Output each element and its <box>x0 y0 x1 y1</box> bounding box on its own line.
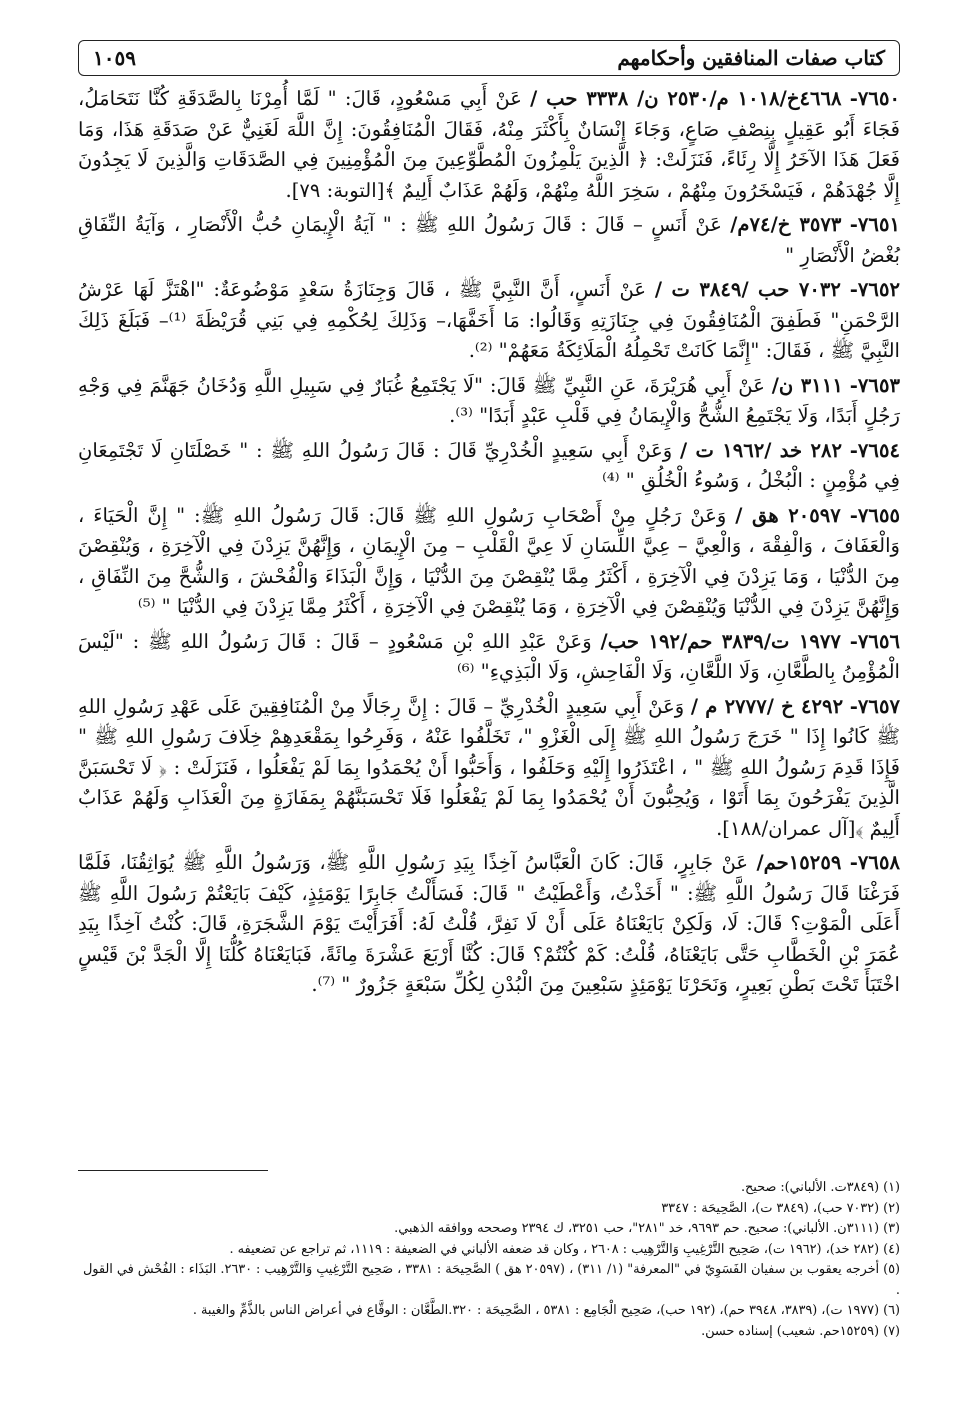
hadith-references: ٧٠٣٢ حب /٣٨٤٩ ت / <box>654 278 841 301</box>
hadith-entry <box>78 692 900 845</box>
footnote: (٦) (١٩٧٧ ت)، (٣٨٣٩، ٣٩٤٨ حم)، (١٩٢ حب)، صَحِيح الْجَامِع : ٥٣٨١ ، الصَّحِيحَة : ٣٢٠.الطَّعَّان : الوقَّاع في أعراض الناس بالذَّمِّ والغيبة . <box>192 1303 900 1318</box>
hadith-text: عَنْ أَبِي مَسْعُودٍ، قَالَ: " لَمَّا أُمِرْنَا بِالصَّدَقَةِ كُنَّا نَتَحَامَلُ، فَجَاءَ أَبُو عَقِيلٍ بِنِصْفِ صَاعٍ، وَجَاءَ إِنْسَانٌ بِأَكْثَرَ مِنْهُ، فَقَالَ الْمُنَافِقُونَ: إِنَّ اللَّهَ لَغَنِيٌّ عَنْ صَدَقَةِ هَذَا، وَمَا فَعَلَ هَذَا الآخَرُ إِلَّا رِئَاءً، فَنَزَلَتْ: ﴿ الَّذِينَ يَلْمِزُونَ الْمُطَّوِّعِينَ مِنَ الْمُؤْمِنِينَ فِي الصَّدَقَاتِ وَالَّذِينَ لَا يَجِدُونَ إِلَّا جُهْدَهُمْ ، فَيَسْخَرُونَ مِنْهُمْ ، سَخِرَ اللَّهُ مِنْهُمْ، وَلَهُمْ عَذَابٌ أَلِيمٌ ﴾[التوبة: ٧٩]. <box>78 87 900 202</box>
book-title: كتاب صفات المنافقين وأحكامهم <box>617 46 885 70</box>
hadith-text: وَعَنْ أَبِي سَعِيدٍ الْخُدْرِيِّ قَالَ : قَالَ رَسُولُ اللهِ ﷺ : " خَصْلَتَانِ لَا تَجْتَمِعَانِ فِي مُؤْمِنٍ : الْبُخْلُ ، وَسُوءُ الْخُلُقِ " ⁽⁴⁾ <box>78 438 900 492</box>
hadith-number: ٧٦٥١- <box>849 213 900 236</box>
hadith-number: ٧٦٥٨- <box>849 851 900 874</box>
hadith-entry <box>78 627 900 688</box>
footnotes <box>78 1178 900 1342</box>
hadith-entry <box>78 371 900 432</box>
hadith-number: ٧٦٥٥- <box>849 503 900 527</box>
hadith-references: ٤٢٩٢ خ /٢٧٧٧ م / <box>690 694 844 718</box>
hadith-number: ٧٦٥٢- <box>849 278 900 301</box>
footnote-divider <box>78 1170 268 1171</box>
hadith-references: ٣١١١ ن/ <box>771 373 843 397</box>
hadith-list <box>78 84 900 1001</box>
hadith-number: ٧٦٥٧- <box>849 694 900 718</box>
hadith-text: عَنْ أَبِي هُرَيْرَةَ، عَنِ النَّبِيِّ ﷺ قَالَ: "لَا يَجْتَمِعُ غُبَارٌ فِي سَبِيلِ اللَّهِ وَدُخَانُ جَهَنَّمَ فِي وَجْهِ رَجُلٍ أَبَدًا، وَلَا يَجْتَمِعُ الشُّحُّ وَالْإِيمَانُ فِي قَلْبِ عَبْدٍ أَبَدًا" ⁽³⁾. <box>78 373 900 427</box>
hadith-text: وَعَنْ رَجُلٍ مِنْ أَصْحَابِ رَسُولِ اللهِ ﷺ قَالَ: قَالَ رَسُولُ اللهِ ﷺ: " إِنَّ الْحَيَاءَ ، وَالْعَفَافَ ، وَالْفِقْهَ ، وَالْعِيَّ – عِيَّ اللِّسَانِ لَا عِيَّ الْقَلْبِ – مِنَ الْإِيمَانِ ، وَإِنَّهُنَّ يَزِدْنَ فِي الْآخِرَةِ ، وَيُنْقِصْنَ مِنَ الدُّنْيَا ، وَمَا يَزِدْنَ فِي الْآخِرَةِ ، أَكْثَرُ مِمَّا يُنْقِصْنَ مِنَ الدُّنْيَا ، وَإِنَّ الْبَذَاءَ وَالْفُحْشَ ، وَالشُّحَّ مِنَ النِّفَاقِ ، وَإِنَّهُنَّ يَزِدْنَ فِي الدُّنْيَا وَيُنْقِصْنَ فِي الْآخِرَةِ ، وَمَا يُنْقِصْنَ فِي الْآخِرَةِ ، أَكْثَرُ مِمَّا يَزِدْنَ فِي الدُّنْيَا " ⁽⁵⁾ <box>78 503 900 618</box>
hadith-entry <box>78 210 900 271</box>
hadith-references: ٤٦٦٨خ/١٠١٨ م/٢٥٣٠ ن/ ٣٣٣٨ حب / <box>530 87 842 110</box>
hadith-references: ٢٨٢ خد /١٩٦٢ ت / <box>679 438 843 462</box>
footnote: (٥) أخرجه يعقوب بن سفيان الفَسَوِيّ في "المعرفة" (١/ ٣١١) ، (٢٠٥٩٧ هق ) الصَّحِيحَة : ٣٣٨١ ، صَحِيح التَّرْغِيبِ وَالتَّرْهِيب : ٢٦٣٠. البَذَاء : الفُحْش في القول . <box>83 1262 900 1298</box>
hadith-entry <box>78 501 900 623</box>
hadith-number: ٧٦٥٦- <box>849 629 900 653</box>
hadith-text: وَعَنْ أَبِي سَعِيدٍ الْخُدْرِيِّ – قَالَ : إِنَّ رِجَالًا مِنْ الْمُنَافِقِينَ عَلَى عَهْدِ رَسُولِ اللهِ ﷺ كَانُوا إِذَا " خَرَجَ رَسُولُ اللهِ ﷺ إِلَى الْغَزْوِ "، تَخَلَّفُوا عَنْهُ ، وَفَرِحُوا بِمَقْعَدِهِمْ خِلَافَ رَسُولِ اللهِ ﷺ " فَإِذَا قَدِمَ رَسُولُ اللهِ ﷺ " ، اعْتَذَرُوا إِلَيْهِ وَحَلَفُوا ، وَأَحَبُّوا أَنْ يُحْمَدُوا بِمَا لَمْ يَفْعَلُوا ، فَنَزَلَتْ : ﴿ لَا تَحْسَبَنَّ الَّذِينَ يَفْرَحُونَ بِمَا أَتَوْا ، وَيُحِبُّونَ أَنْ يُحْمَدُوا بِمَا لَمْ يَفْعَلُوا فَلَا تَحْسَبَنَّهُمْ بِمَفَازَةٍ مِنَ الْعَذَابِ وَلَهُمْ عَذَابٌ أَلِيمٌ ﴾[آل عمران/١٨٨]. <box>78 694 900 840</box>
hadith-references: ١٥٢٥٩حم/ <box>756 851 842 874</box>
page-header <box>78 40 900 76</box>
hadith-references: ٢٠٥٩٧ هق / <box>735 503 841 527</box>
hadith-entry <box>78 84 900 206</box>
footnote: (٤) (٢٨٢ خد)، (١٩٦٢ ت)، صَحِيح التَّرْغِيبِ وَالتَّرْهِيب : ٢٦٠٨ ، وكان قد ضعفه الألباني في الضعيفة : ١١١٩، ثم تراجع عن تضعيفه . <box>229 1241 900 1257</box>
hadith-entry <box>78 848 900 1001</box>
hadith-number: ٧٦٥٣- <box>849 373 900 397</box>
hadith-entry <box>78 436 900 497</box>
hadith-entry <box>78 275 900 367</box>
hadith-text: وَعَنْ عَبْدِ اللهِ بْنِ مَسْعُودٍ – قَالَ : قَالَ رَسُولُ اللهِ ﷺ : "لَيْسَ الْمُؤْمِنُ بِالطَّعَّانِ، وَلَا اللَّعَّانِ، وَلَا الْفَاحِشِ، وَلَا الْبَذِيءِ" ⁽⁶⁾ <box>78 629 900 683</box>
footnote: (٣) (٣١١١ن. الألباني): صحيح. حم ٩٦٩٣، خد "٢٨١"، حب ٣٢٥١، ك ٢٣٩٤ وصححه ووافقه الذهبي. <box>394 1221 900 1236</box>
hadith-number: ٧٦٥٤- <box>849 438 900 462</box>
page <box>78 40 900 1005</box>
hadith-text: عَنْ أَنَسٍ – قَالَ : قَالَ رَسُولُ اللهِ ﷺ : " آيَةُ الْإِيمَانِ حُبُّ الْأَنْصَارِ ، وَآيَةُ النِّفَاقِ بُغْضُ الْأَنْصَارِ " <box>78 213 900 267</box>
hadith-text: عَنْ أَنَسٍ، أَنَّ النَّبِيَّ ﷺ ، قَالَ وَجِنَازَةُ سَعْدٍ مَوْضُوعَةٌ: "اهْتَزَّ لَهَا عَرْشُ الرَّحْمَنِ" فَطَفِقَ الْمُنَافِقُونَ فِي جِنَازَتِهِ وَقَالُوا: مَا أَخَفَّهَا،– وَذَلِكَ لِحُكْمِهِ فِي بَنِي قُرَيْظَةَ ⁽¹⁾– فَبَلَغَ ذَلِكَ النَّبِيَّ ﷺ ، فَقَالَ: "إِنَّمَا كَانَتْ تَحْمِلُهُ الْمَلَائِكَةُ مَعَهُمْ" ⁽²⁾. <box>78 278 900 362</box>
hadith-text: عَنْ جَابِرٍ، قَالَ: كَانَ الْعَبَّاسُ آخِذًا بِيَدِ رَسُولِ اللَّهِ ﷺ، وَرَسُولُ اللَّهِ ﷺ يُوَاثِقُنَا، فَلَمَّا فَرَغْنَا قَالَ رَسُولُ اللَّهِ ﷺ: " أَخَذْتُ، وَأَعْطَيْتُ " قَالَ: فَسَأَلْتُ جَابِرًا يَوْمَئِذٍ، كَيْفَ بَايَعْتُمْ رَسُولَ اللَّهِ ﷺ أَعَلَى الْمَوْتِ؟ قَالَ: لَا، وَلَكِنْ بَايَعْنَاهُ عَلَى أَنْ لَا نَفِرَّ، قُلْتُ لَهُ: أَفَرَأَيْتَ يَوْمَ الشَّجَرَةِ، قَالَ: كُنْتُ آخِذًا بِيَدِ عُمَرَ بْنِ الْخَطَّابِ حَتَّى بَايَعْنَاهُ، قُلْتُ: كَمْ كُنْتُمْ؟ قَالَ: كُنَّا أَرْبَعَ عَشْرَةَ مِائَةً، فَبَايَعْنَاهُ كُلُّنَا إِلَّا الْجَدَّ بْنَ قَيْسٍ اخْتَبَأَ تَحْتَ بَطْنِ بَعِيرٍ، وَنَحَرْنَا يَوْمَئِذٍ سَبْعِينَ مِنَ الْبُدْنِ لِكُلِّ سَبْعَةٍ جَزُورٌ " ⁽⁷⁾. <box>78 851 900 996</box>
page-number: ١٠٥٩ <box>93 46 136 70</box>
hadith-references: ٣٥٧٣ خ/٧٤م/ <box>730 213 842 236</box>
footnote: (١) (٣٨٤٩ت. الألباني): صحيح. <box>740 1180 900 1195</box>
hadith-number: ٧٦٥٠- <box>849 87 901 110</box>
hadith-references: ١٩٧٧ ت/٣٨٣٩ حم/١٩٢ حب/ <box>600 629 841 653</box>
footnote: (٧) (١٥٢٥٩حم. شعيب) إسناده حسن. <box>701 1323 900 1339</box>
footnote: (٢) (٧٠٣٢ حب)، (٣٨٤٩ ت)، الصَّحِيحَة : ٣٣٤٧ <box>661 1200 900 1216</box>
